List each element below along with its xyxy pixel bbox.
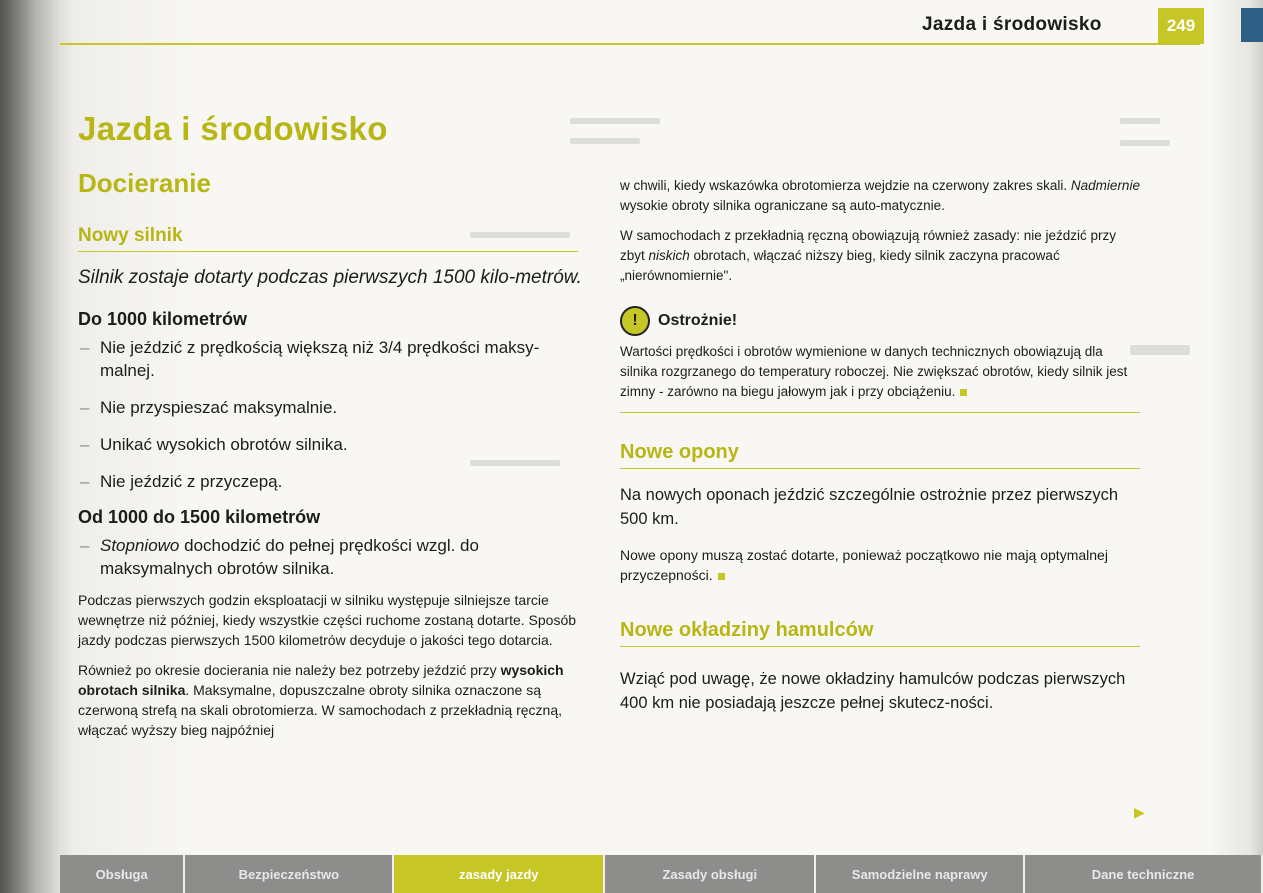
text-run: . Maksymalne, dopuszczalne obroty silnika oznaczone są czerwoną strefą na skali obrotomierza. W samochodach z przekładnią ręczną, włączać wyższy bieg najpóźniej — [78, 682, 562, 738]
list-item: – Nie jeździć z prędkością większą niż 3/4 prędkości maksy-malnej. — [78, 336, 588, 382]
lead-paragraph: Silnik zostaje dotarty podczas pierwszych 1500 kilo-metrów. — [78, 267, 582, 288]
exclamation-circle-icon: ! — [620, 306, 650, 336]
paragraph-friction: Podczas pierwszych godzin eksploatacji w silniku występuje silniejsze tarcie wewnętrze niż później, kiedy wszystkie części ruchome zostaną dotarte. Sposób jazdy podczas pierwszych 1500 kilometrów decyduje o jakości tego dotarcia. — [78, 592, 577, 648]
caution-title: Ostrożnie! — [658, 312, 738, 329]
tab-dane-techniczne[interactable]: Dane techniczne — [1025, 855, 1263, 893]
emphasis: niskich — [648, 248, 690, 263]
tab-bezpieczenstwo[interactable]: Bezpieczeństwo — [185, 855, 394, 893]
header-rule — [60, 43, 1200, 45]
page-number-badge: 249 — [1158, 8, 1204, 44]
right-column — [620, 176, 1140, 715]
text-run: wysokie obroty silnika ograniczane są auto-matycznie. — [620, 198, 945, 213]
paragraph-tires-main: Na nowych oponach jeździć szczególnie ostrożnie przez pierwszych 500 km. — [620, 486, 1118, 528]
paragraph-red-zone — [620, 176, 1140, 216]
caution-box — [620, 306, 1140, 413]
list-item: – Unikać wysokich obrotów silnika. — [78, 433, 588, 456]
tab-zasady-jazdy[interactable]: zasady jazdy — [394, 855, 605, 893]
section-title: Docieranie — [78, 168, 211, 198]
list-item-text: dochodzić do pełnej prędkości wzgl. do maksymalnych obrotów silnika. — [100, 536, 479, 578]
edge-tab-marker — [1241, 8, 1263, 42]
tab-zasady-obslugi[interactable]: Zasady obsługi — [605, 855, 816, 893]
footer-tab-bar — [60, 855, 1263, 893]
paragraph-high-rpm — [78, 660, 588, 740]
tab-obsluga[interactable]: Obsługa — [60, 855, 185, 893]
bleed-through — [1120, 140, 1170, 146]
text-run: obrotach, włączać niższy bieg, kiedy silnik zaczyna pracować „nierównomiernie". — [620, 248, 1060, 283]
text-run: Również po okresie docierania nie należy bez potrzeby jeździć przy — [78, 662, 501, 678]
list-to-1000km — [78, 336, 588, 493]
paragraph-brakes: Wziąć pod uwagę, że nowe okładziny hamulców podczas pierwszych 400 km nie posiadają jeszcze pełnej skutecz-ności. — [620, 670, 1126, 712]
text-run: Wartości prędkości i obrotów wymienione w danych technicznych obowiązują dla silnika rozgrzanego do temperatury roboczej. Nie zwiększać obrotów, kiedy silnik jest zimny - zarówno na biegu jałowym jak i przy obciążeniu. — [620, 344, 1128, 399]
text-run: Nowe opony muszą zostać dotarte, ponieważ początkowo nie mają optymalnej przyczepności. — [620, 547, 1108, 583]
list-item: – Nie przyspieszać maksymalnie. — [78, 396, 588, 419]
list-item — [78, 534, 588, 580]
caution-text — [620, 342, 1140, 402]
text-run: W samochodach z przekładnią ręczną obowiązują również zasady: nie jeździć przy zbyt — [620, 228, 1116, 263]
tab-samodzielne-naprawy[interactable]: Samodzielne naprawy — [816, 855, 1025, 893]
square-icon — [960, 389, 967, 396]
list-item: – Nie jeździć z przyczepą. — [78, 470, 588, 493]
paragraph-low-rpm — [620, 226, 1140, 286]
emphasis: Stopniowo — [100, 536, 180, 555]
caution-header — [620, 306, 1140, 336]
book-spine-shadow — [0, 0, 60, 893]
square-icon — [718, 573, 725, 580]
emphasis: Nadmiernie — [1070, 178, 1140, 193]
list-1000-1500km — [78, 534, 588, 580]
heading-1000-1500km: Od 1000 do 1500 kilometrów — [78, 507, 321, 527]
chapter-title: Jazda i środowisko — [78, 110, 388, 147]
triangle-right-icon[interactable]: ▶ — [1134, 804, 1145, 820]
subsection-title: Nowy silnik — [78, 225, 578, 252]
page-header-title: Jazda i środowisko — [922, 14, 1102, 35]
heading-to-1000km: Do 1000 kilometrów — [78, 309, 248, 329]
text-run-bold: wysokich obrotach silnika — [78, 662, 564, 698]
section-new-tires: Nowe opony — [620, 441, 1140, 469]
text-run: w chwili, kiedy wskazówka obrotomierza wejdzie na czerwony zakres skali. — [620, 178, 1071, 193]
bleed-through — [1120, 118, 1160, 124]
left-column — [78, 110, 588, 740]
section-new-brake-pads: Nowe okładziny hamulców — [620, 619, 1140, 647]
paragraph-tires-note — [620, 545, 1140, 585]
